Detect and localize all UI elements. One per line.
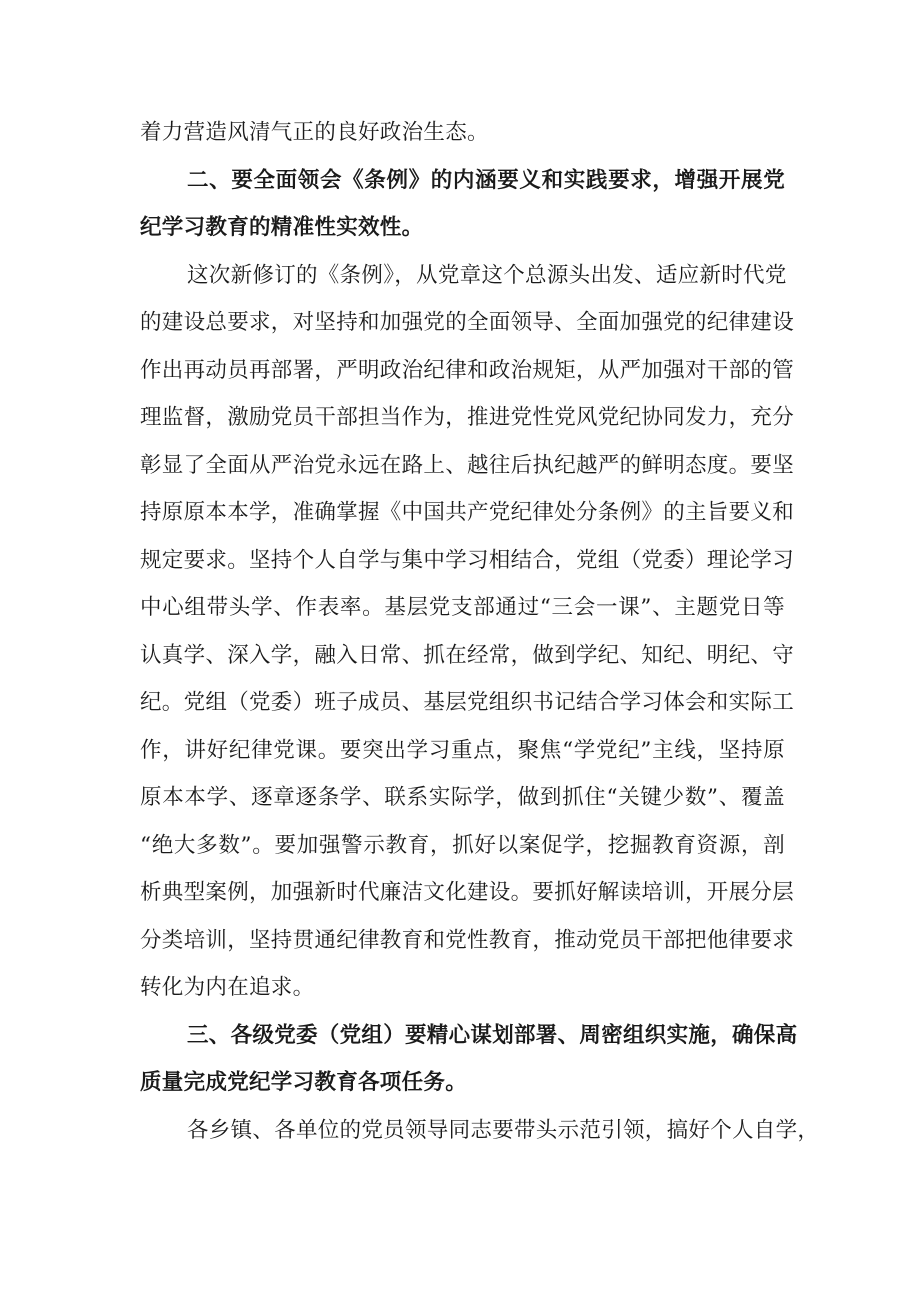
text-line: 原本本学、逐章逐条学、联系实际学，做到抓住“关键少数”、覆盖: [140, 785, 785, 810]
text-line: 认真学、深入学，融入日常、抓在经常，做到学纪、知纪、明纪、守: [140, 642, 795, 668]
text-line: 的建设总要求，对坚持和加强党的全面领导、全面加强党的纪律建设: [140, 310, 795, 335]
section-heading-2: 二、要全面领会《条例》的内涵要义和实践要求，增强开展党: [187, 167, 785, 193]
text-line: 理监督，激励党员干部担当作为，推进党性党风党纪协同发力，充分: [140, 405, 795, 430]
text-line: 作出再动员再部署，严明政治纪律和政治规矩，从严加强对干部的管: [140, 357, 795, 383]
text-line: 彰显了全面从严治党永远在路上、越往后执纪越严的鲜明态度。要坚: [140, 452, 795, 478]
text-line: 持原原本本学，准确掌握《中国共产党纪律处分条例》的主旨要义和: [140, 500, 795, 525]
section-heading-2-cont: 纪学习教育的精准性实效性。: [140, 215, 424, 240]
text-line: 分类培训，坚持贯通纪律教育和党性教育，推动党员干部把他律要求: [140, 927, 795, 953]
text-line: 着力营造风清气正的良好政治生态。: [140, 120, 489, 145]
section-heading-3: 三、各级党委（党组）要精心谋划部署、周密组织实施，确保高: [187, 1022, 798, 1048]
document-body: [140, 109, 820, 1154]
text-line: 纪。党组（党委）班子成员、基层党组织书记结合学习体会和实际工: [140, 690, 795, 715]
section-heading-3-cont: 质量完成党纪学习教育各项任务。: [140, 1070, 468, 1095]
text-line: 规定要求。坚持个人自学与集中学习相结合，党组（党委）理论学习: [140, 547, 795, 573]
text-line: 转化为内在追求。: [140, 975, 315, 1000]
text-line: 各乡镇、各单位的党员领导同志要带头示范引领，搞好个人自学，: [187, 1117, 820, 1143]
text-line: 作，讲好纪律党课。要突出学习重点，聚焦“学党纪”主线，坚持原: [140, 737, 785, 763]
text-line: 这次新修订的《条例》，从党章这个总源头出发、适应新时代党: [187, 262, 787, 288]
text-line: 中心组带头学、作表率。基层党支部通过“三会一课”、主题党日等: [140, 595, 785, 620]
text-line: 析典型案例，加强新时代廉洁文化建设。要抓好解读培训，开展分层: [140, 880, 795, 905]
text-line: “绝大多数”。要加强警示教育，抓好以案促学，挖掘教育资源，剖: [140, 832, 785, 858]
